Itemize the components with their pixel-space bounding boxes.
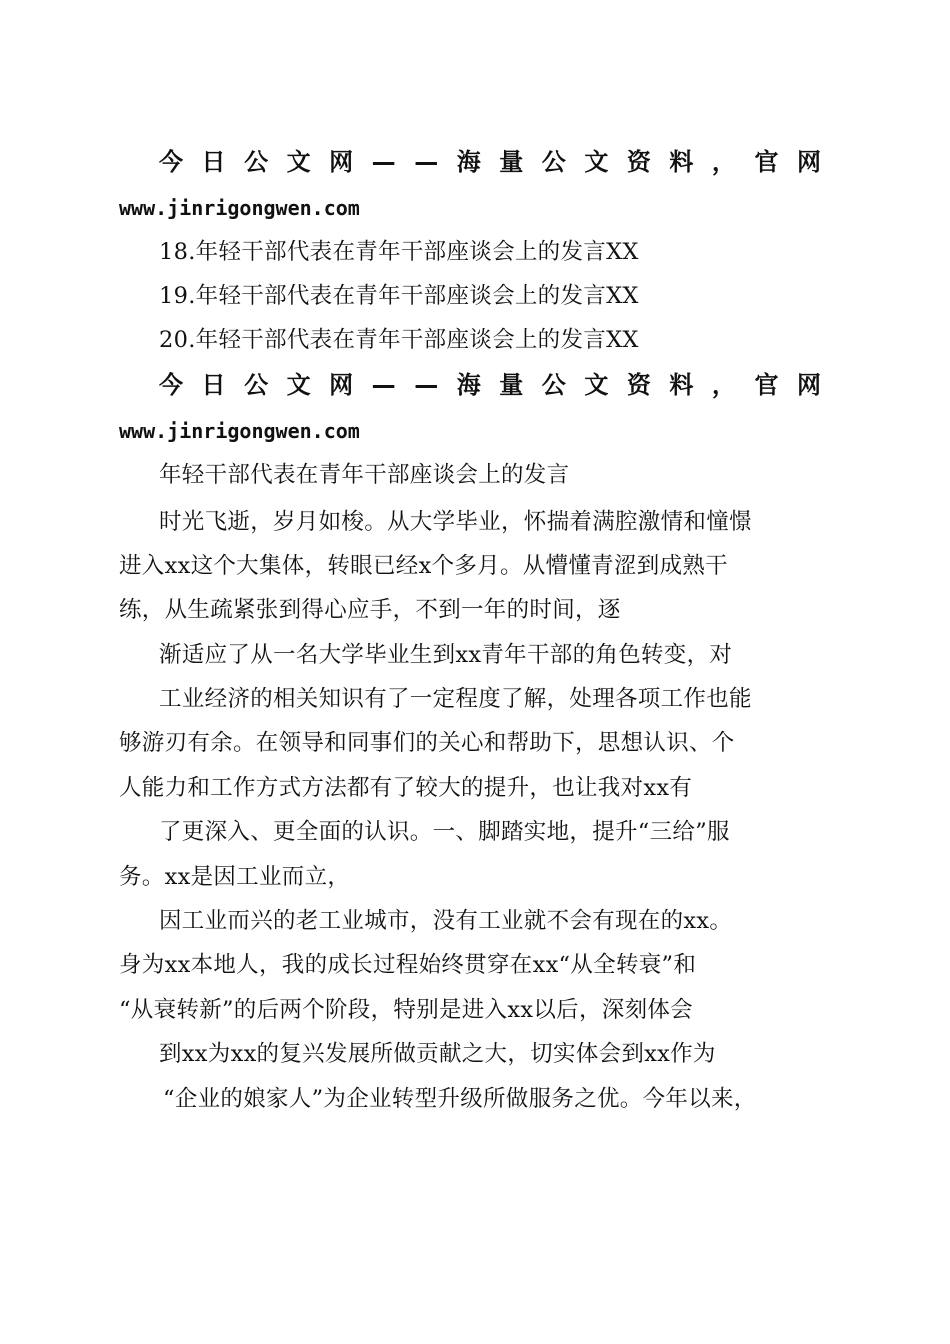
body-line: 渐适应了从一名大学毕业生到xx青年干部的角色转变，对 <box>159 642 733 668</box>
banner-char: 日 <box>201 148 226 176</box>
body-line: 因工业而兴的老工业城市，没有工业就不会有现在的xx。 <box>159 908 733 934</box>
body-line: 工业经济的相关知识有了一定程度了解，处理各项工作也能 <box>159 686 752 712</box>
banner-char: 公 <box>244 371 269 399</box>
banner-char: ， <box>711 148 736 176</box>
banner-char: 公 <box>244 148 269 176</box>
banner-char: 海 <box>456 371 481 399</box>
banner-char: 量 <box>499 148 524 176</box>
site-url-1: www.jinrigongwen.com <box>119 196 360 220</box>
banner-char: 官 <box>754 371 779 399</box>
banner-char: 文 <box>286 371 311 399</box>
banner-char: 海 <box>456 148 481 176</box>
site-banner-2 <box>159 370 821 400</box>
banner-char: 料 <box>669 148 694 176</box>
site-url-2: www.jinrigongwen.com <box>119 419 360 443</box>
banner-char: 量 <box>499 371 524 399</box>
body-line: 够游刃有余。在领导和同事们的关心和帮助下，思想认识、个 <box>119 730 735 756</box>
banner-char: ， <box>711 371 736 399</box>
banner-char: 网 <box>329 371 354 399</box>
banner-char: 公 <box>541 371 566 399</box>
list-item: 18.年轻干部代表在青年干部座谈会上的发言XX <box>159 239 639 265</box>
banner-char: 网 <box>329 148 354 176</box>
banner-char: 今 <box>159 371 183 399</box>
banner-char: 公 <box>541 148 566 176</box>
body-line: 到xx为xx的复兴发展所做贡献之大，切实体会到xx作为 <box>159 1041 716 1067</box>
body-line: 了更深入、更全面的认识。一、脚踏实地，提升“三给”服 <box>159 819 730 845</box>
list-item: 19.年轻干部代表在青年干部座谈会上的发言XX <box>159 283 639 309</box>
banner-char: 文 <box>584 148 609 176</box>
document-title: 年轻干部代表在青年干部座谈会上的发言 <box>159 462 570 488</box>
banner-char: 今 <box>159 148 183 176</box>
banner-char: 文 <box>286 148 311 176</box>
banner-char: — <box>371 371 396 399</box>
banner-char: 文 <box>584 371 609 399</box>
banner-char: 日 <box>201 371 226 399</box>
banner-char: 料 <box>669 371 694 399</box>
banner-char: — <box>371 148 396 176</box>
banner-char: 资 <box>626 148 651 176</box>
body-line: 时光飞逝，岁月如梭。从大学毕业，怀揣着满腔激情和憧憬 <box>159 509 752 535</box>
banner-char: — <box>414 148 439 176</box>
site-banner-1 <box>159 147 821 177</box>
body-line: “企业的娘家人”为企业转型升级所做服务之优。今年以来， <box>163 1086 757 1112</box>
body-line: 练，从生疏紧张到得心应手，不到一年的时间，逐 <box>119 597 621 623</box>
body-line: 身为xx本地人，我的成长过程始终贯穿在xx“从全转衰”和 <box>119 952 697 978</box>
body-line: 进入xx这个大集体，转眼已经x个多月。从懵懂青涩到成熟干 <box>119 553 728 579</box>
banner-char: 官 <box>754 148 779 176</box>
list-item: 20.年轻干部代表在青年干部座谈会上的发言XX <box>159 327 639 353</box>
body-line: “从衰转新”的后两个阶段，特别是进入xx以后，深刻体会 <box>119 997 693 1023</box>
body-line: 人能力和工作方式方法都有了较大的提升，也让我对xx有 <box>119 775 693 801</box>
banner-char: 网 <box>796 148 821 176</box>
banner-char: — <box>414 371 439 399</box>
body-line: 务。xx是因工业而立， <box>119 864 351 890</box>
banner-char: 网 <box>796 371 821 399</box>
banner-char: 资 <box>626 371 651 399</box>
